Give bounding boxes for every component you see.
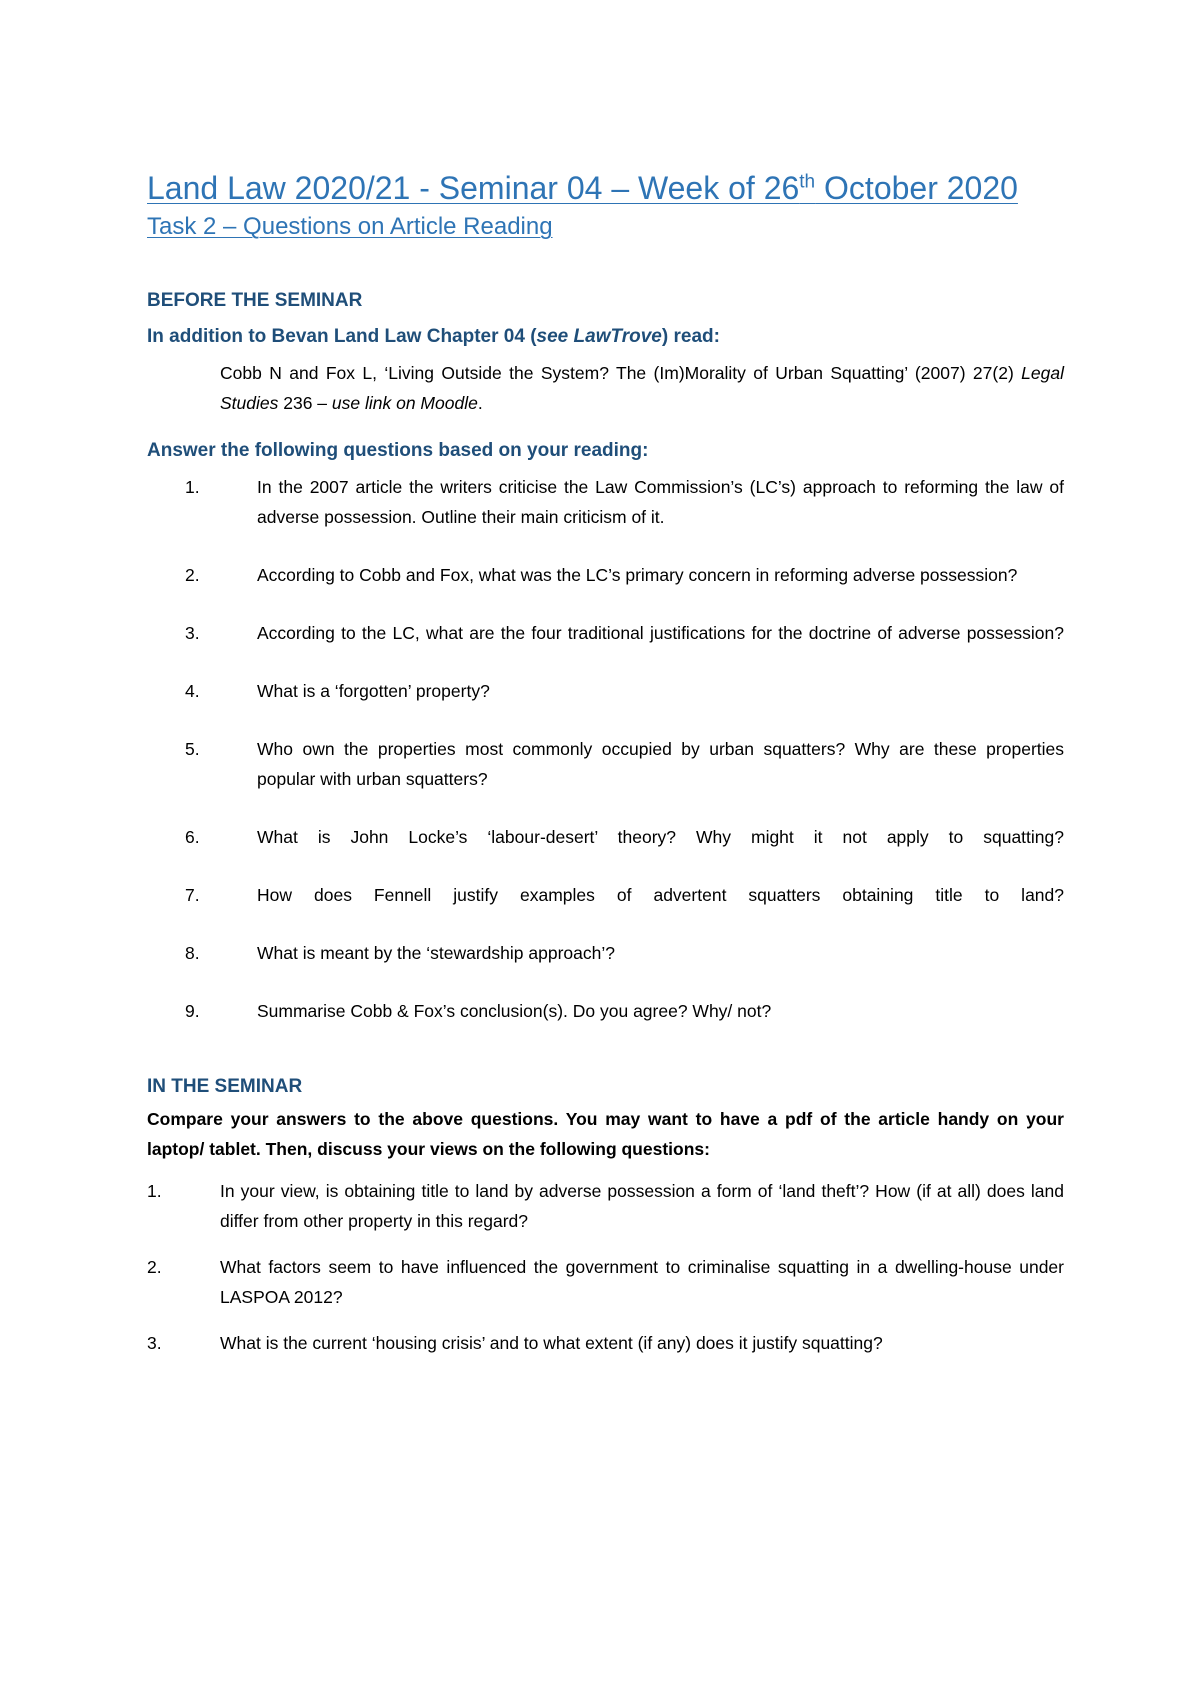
reading-questions-list [147,472,1064,1026]
item-text: What is John Locke’s ‘labour-desert’ theory? Why might it not apply to squatting? [257,827,1064,847]
document-content [147,168,1064,1358]
in-seminar-intro: Compare your answers to the above questions. You may want to have a pdf of the article handy on your laptop/ tablet. Then, discuss your views on the following questions: [147,1109,1064,1159]
item-number: 8. [185,943,200,963]
list-item [147,1252,1064,1312]
list-item [147,1176,1064,1236]
citation-link: use link on Moodle [331,393,478,413]
item-number: 5. [185,739,200,759]
item-text: What is meant by the ‘stewardship approach’? [257,943,615,963]
list-item [147,560,1064,590]
seminar-questions-list [147,1176,1064,1358]
list-item [147,472,1064,532]
item-text: According to the LC, what are the four traditional justifications for the doctrine of adverse possession? [257,623,1064,643]
item-text: What is the current ‘housing crisis’ and to what extent (if any) does it justify squatting? [220,1333,883,1353]
item-text: Summarise Cobb & Fox’s conclusion(s). Do you agree? Why/ not? [257,1001,772,1021]
title-end: October 2020 [815,170,1018,206]
list-item [147,938,1064,968]
reading-prefix: In addition to Bevan Land Law Chapter 04 ( [147,326,537,347]
citation-page: 236 – [278,393,332,413]
item-number: 2. [147,1257,162,1277]
title-main: Land Law 2020/21 - Seminar 04 – Week of 26 [147,170,800,206]
item-text: Who own the properties most commonly occupied by urban squatters? Why are these properties popular with urban squatters? [257,739,1064,789]
item-text: According to Cobb and Fox, what was the LC’s primary concern in reforming adverse possession? [257,565,1018,585]
list-item [147,880,1064,910]
item-text: In your view, is obtaining title to land by adverse possession a form of ‘land theft’? How (if at all) does land differ from other property in this regard? [220,1181,1064,1231]
list-item [147,734,1064,794]
before-seminar-heading: BEFORE THE SEMINAR [147,290,363,311]
item-number: 3. [185,623,200,643]
list-item [147,618,1064,648]
citation-journal: Legal Studies [220,363,1064,413]
in-seminar-heading: IN THE SEMINAR [147,1076,303,1097]
reading-instruction [147,324,1064,350]
page-title [147,168,1064,208]
item-text: In the 2007 article the writers criticise the Law Commission’s (LC’s) approach to reforming the law of adverse possession. Outline their main criticism of it. [257,477,1064,527]
article-citation [220,358,1064,418]
item-text: How does Fennell justify examples of advertent squatters obtaining title to land? [257,885,1064,905]
item-number: 6. [185,827,200,847]
list-item [147,822,1064,852]
citation-end: . [477,393,483,413]
reading-suffix: ) read: [661,326,720,347]
item-number: 1. [147,1181,162,1201]
item-number: 3. [147,1333,162,1353]
page-subtitle: Task 2 – Questions on Article Reading [147,213,553,240]
item-number: 2. [185,565,200,585]
item-number: 7. [185,885,200,905]
item-text: What is a ‘forgotten’ property? [257,681,490,701]
item-text: What factors seem to have influenced the government to criminalise squatting in a dwelling-house under LASPOA 2012? [220,1257,1064,1307]
list-item [147,1328,1064,1358]
citation-main: Cobb N and Fox L, ‘Living Outside the System? The (Im)Morality of Urban Squatting’ (2007) 27(2) [220,363,1022,383]
title-superscript: th [799,171,816,193]
reading-italic: see LawTrove [536,326,662,347]
item-number: 1. [185,477,200,497]
item-number: 9. [185,1001,200,1021]
list-item [147,676,1064,706]
list-item [147,996,1064,1026]
item-number: 4. [185,681,200,701]
answer-heading: Answer the following questions based on your reading: [147,440,649,461]
